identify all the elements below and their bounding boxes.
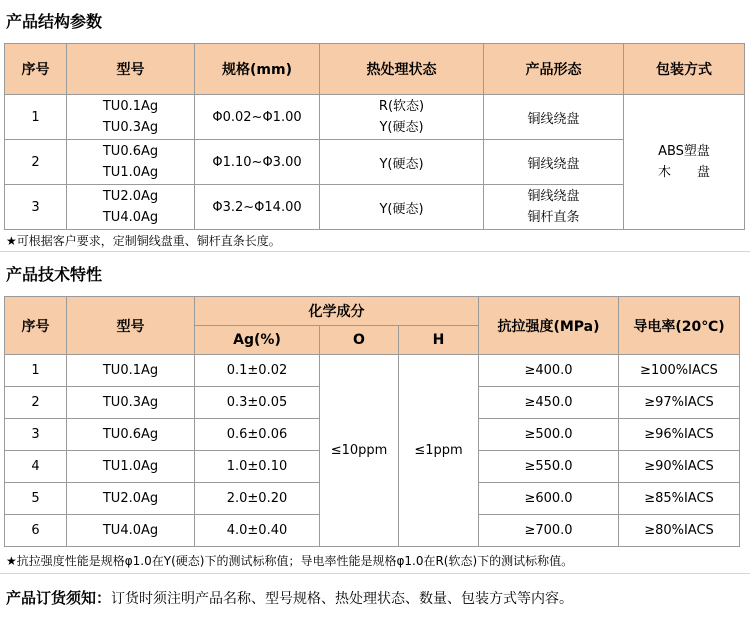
technical-header-row [5,297,740,326]
hydrogen-value: ≤1ppm [399,355,479,547]
row-model: TU4.0Ag [67,515,195,547]
row-ag: 4.0±0.40 [195,515,320,547]
row-conductivity: ≥80%IACS [619,515,740,547]
row-spec: Φ0.02~Φ1.00 [195,95,320,140]
header-heat-treatment: 热处理状态 [320,44,484,95]
row-models [67,185,195,230]
row-product-form [484,95,624,140]
packaging-option: ABS塑盘 [658,144,710,159]
row-ag: 2.0±0.20 [195,483,320,515]
row-product-form [484,185,624,230]
heat-state: Y(硬态) [379,156,424,172]
oxygen-value: ≤10ppm [320,355,399,547]
row-models [67,140,195,185]
row-tensile: ≥450.0 [479,387,619,419]
table-row [5,355,740,387]
row-model: TU1.0Ag [67,451,195,483]
header-model: 型号 [67,297,195,355]
row-tensile: ≥500.0 [479,419,619,451]
header-product-form: 产品形态 [484,44,624,95]
technical-table [4,296,740,547]
header-ag: Ag(%) [195,326,320,355]
divider [0,251,750,252]
header-model: 型号 [67,44,195,95]
table-row [5,95,745,140]
product-form: 铜线绕盘 [527,189,580,204]
row-no: 5 [5,483,67,515]
row-model: TU2.0Ag [67,483,195,515]
product-form: 铜杆直条 [527,210,580,225]
heat-state: Y(硬态) [379,201,424,217]
header-chemical-composition: 化学成分 [195,297,479,326]
row-no: 1 [5,95,67,140]
header-o: O [320,326,399,355]
product-form: 铜线绕盘 [527,111,580,127]
header-no: 序号 [5,297,67,355]
row-ag: 1.0±0.10 [195,451,320,483]
row-no: 3 [5,185,67,230]
packaging-option: 木 盘 [657,165,710,180]
model-name: TU0.1Ag [102,99,159,114]
heat-state: Y(硬态) [379,120,424,135]
divider [0,573,750,574]
row-tensile: ≥550.0 [479,451,619,483]
header-tensile-strength: 抗拉强度(MPa) [479,297,619,355]
row-ag: 0.3±0.05 [195,387,320,419]
row-no: 2 [5,140,67,185]
row-tensile: ≥600.0 [479,483,619,515]
structure-note: ★可根据客户要求，定制铜线盘重、铜杆直条长度。 [6,234,281,248]
heat-state: R(软态) [378,99,425,114]
row-heat-treatment [320,95,484,140]
header-conductivity: 导电率(20℃) [619,297,740,355]
structure-table [4,43,745,230]
model-name: TU1.0Ag [102,165,159,180]
technical-section-title: 产品技术特性 [6,265,103,284]
row-conductivity: ≥96%IACS [619,419,740,451]
header-h: H [399,326,479,355]
row-conductivity: ≥85%IACS [619,483,740,515]
row-model: TU0.3Ag [67,387,195,419]
header-spec: 规格(mm) [195,44,320,95]
row-conductivity: ≥97%IACS [619,387,740,419]
product-form: 铜线绕盘 [527,156,580,172]
model-name: TU0.3Ag [102,120,159,135]
row-heat-treatment [320,185,484,230]
row-no: 1 [5,355,67,387]
order-notice-text: 订货时须注明产品名称、型号规格、热处理状态、数量、包装方式等内容。 [111,591,574,607]
row-spec: Φ3.2~Φ14.00 [195,185,320,230]
row-model: TU0.1Ag [67,355,195,387]
row-ag: 0.1±0.02 [195,355,320,387]
header-no: 序号 [5,44,67,95]
header-packaging: 包装方式 [624,44,745,95]
technical-note: ★抗拉强度性能是规格φ1.0在Y(硬态)下的测试标称值；导电率性能是规格φ1.0在R(软态)下的测试标称值。 [6,554,574,568]
row-heat-treatment [320,140,484,185]
row-tensile: ≥400.0 [479,355,619,387]
row-models [67,95,195,140]
row-no: 3 [5,419,67,451]
row-conductivity: ≥90%IACS [619,451,740,483]
structure-header-row [5,44,745,95]
row-no: 4 [5,451,67,483]
structure-section-title: 产品结构参数 [6,12,103,31]
row-product-form [484,140,624,185]
row-spec: Φ1.10~Φ3.00 [195,140,320,185]
order-notice [6,588,573,609]
row-tensile: ≥700.0 [479,515,619,547]
row-no: 2 [5,387,67,419]
order-notice-label: 产品订货须知： [6,589,112,607]
model-name: TU0.6Ag [102,144,159,159]
row-model: TU0.6Ag [67,419,195,451]
row-no: 6 [5,515,67,547]
row-conductivity: ≥100%IACS [619,355,740,387]
model-name: TU4.0Ag [102,210,159,225]
row-ag: 0.6±0.06 [195,419,320,451]
model-name: TU2.0Ag [102,189,159,204]
packaging-cell [624,95,745,230]
